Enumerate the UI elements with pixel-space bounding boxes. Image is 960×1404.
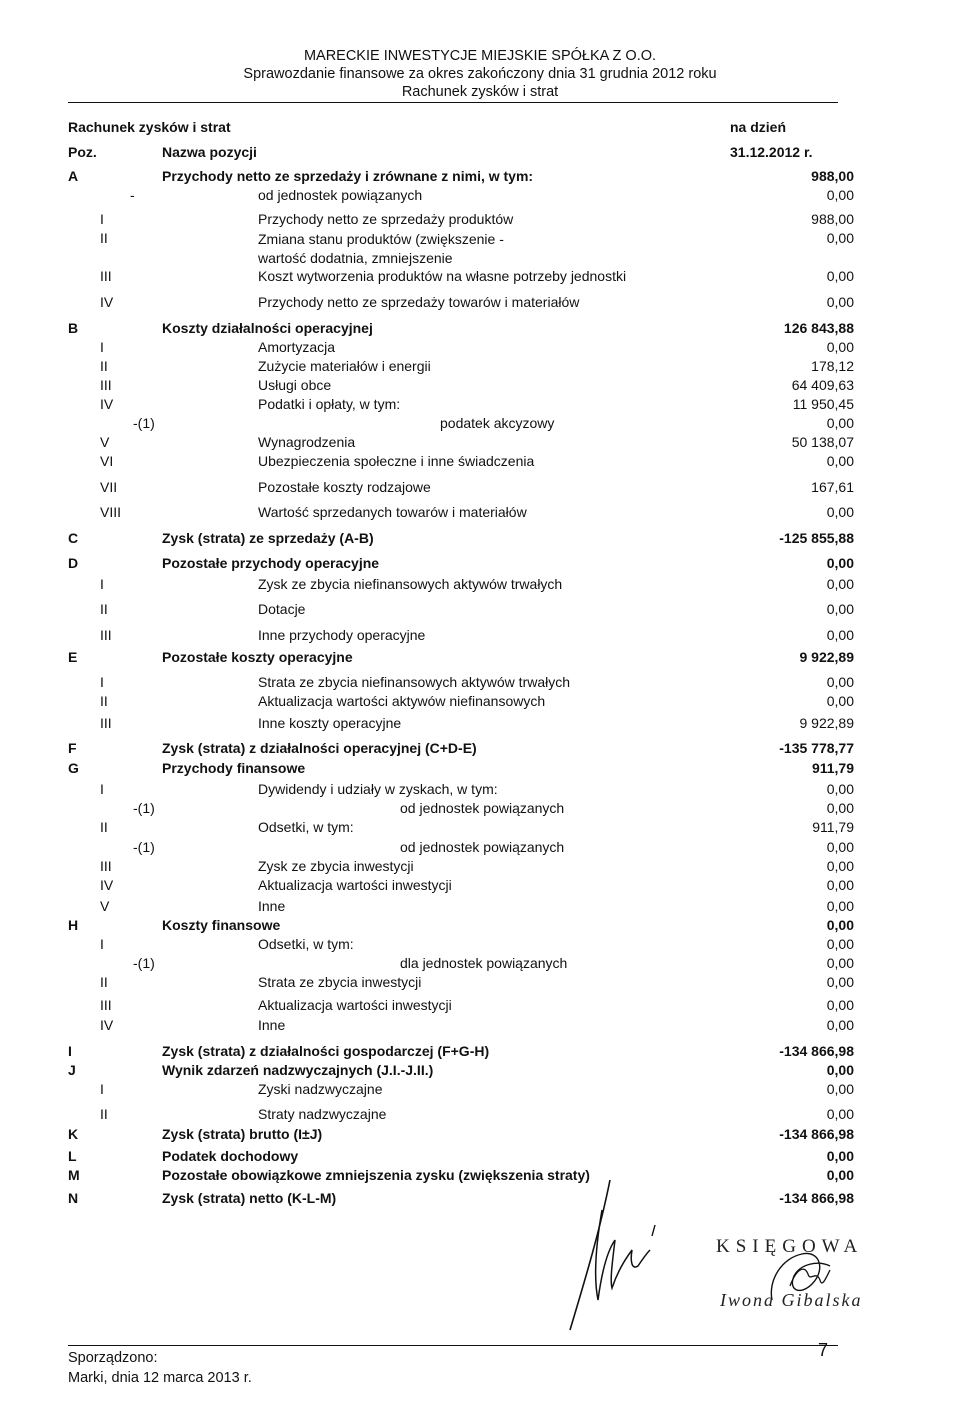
row-name: Wartość sprzedanych towarów i materiałów: [258, 504, 527, 520]
row-value: 911,79: [812, 819, 854, 835]
position-roman: III: [100, 268, 112, 284]
row-value: -134 866,98: [779, 1043, 854, 1059]
position-letter: D: [68, 555, 79, 571]
row-name: Przychody netto ze sprzedaży towarów i materiałów: [258, 294, 580, 310]
place-and-date: Marki, dnia 12 marca 2013 r.: [68, 1370, 252, 1386]
date-column-label: na dzień: [730, 119, 787, 135]
row-name: Koszt wytworzenia produktów na własne potrzeby jednostki: [258, 268, 627, 284]
row-value: 0,00: [826, 877, 854, 893]
row-name: od jednostek powiązanych: [400, 800, 565, 816]
row-name: Podatek dochodowy: [162, 1148, 299, 1164]
position-letter: B: [68, 320, 79, 336]
header-divider: [68, 102, 838, 103]
row-value: 0,00: [826, 555, 854, 571]
row-value: 0,00: [826, 1081, 854, 1097]
row-value: 50 138,07: [791, 434, 854, 450]
position-roman: VIII: [100, 504, 122, 520]
footer-divider: [68, 1345, 838, 1346]
row-name: Inne: [258, 1017, 286, 1033]
handwritten-signature: [560, 1170, 670, 1335]
stamp-title: KSIĘGOWA: [716, 1236, 864, 1257]
position-sub: -: [130, 187, 135, 203]
row-name: Ubezpieczenia społeczne i inne świadczenia: [258, 453, 535, 469]
row-value: 11 950,45: [792, 396, 854, 412]
position-roman: III: [100, 627, 112, 643]
position-roman: I: [100, 1081, 104, 1097]
position-roman: II: [100, 358, 108, 374]
row-value: -134 866,98: [779, 1190, 854, 1206]
row-value: 0,00: [826, 781, 854, 797]
position-roman: III: [100, 377, 112, 393]
row-value: 0,00: [826, 936, 854, 952]
position-roman: IV: [100, 396, 114, 412]
row-name: Pozostałe koszty operacyjne: [162, 649, 353, 665]
row-name: Zużycie materiałów i energii: [258, 358, 431, 374]
row-name: Podatki i opłaty, w tym:: [258, 396, 401, 412]
position-roman: I: [100, 339, 104, 355]
row-name: Zysk (strata) z działalności gospodarczej (F+G-H): [162, 1043, 490, 1059]
row-name: Zysk ze zbycia inwestycji: [258, 858, 414, 874]
position-column-header: Poz.: [68, 144, 97, 160]
row-name: Zysk (strata) z działalności operacyjnej (C+D-E): [162, 740, 477, 756]
position-roman: IV: [100, 877, 114, 893]
row-name: Zyski nadzwyczajne: [258, 1081, 383, 1097]
position-roman: II: [100, 693, 108, 709]
row-name: Zysk (strata) ze sprzedaży (A-B): [162, 530, 374, 546]
position-roman: V: [100, 898, 110, 914]
row-value: 0,00: [826, 1106, 854, 1122]
row-value: -125 855,88: [779, 530, 854, 546]
row-value: 0,00: [826, 1148, 854, 1164]
prepared-label: Sporządzono:: [68, 1350, 158, 1366]
position-roman: VII: [100, 479, 118, 495]
row-value: 9 922,89: [799, 649, 854, 665]
position-roman: V: [100, 434, 110, 450]
row-value: 64 409,63: [791, 377, 854, 393]
row-name: Odsetki, w tym:: [258, 819, 354, 835]
position-roman: I: [100, 674, 104, 690]
position-letter: H: [68, 917, 79, 933]
row-name: Strata ze zbycia inwestycji: [258, 974, 422, 990]
row-value: 0,00: [826, 627, 854, 643]
row-value: 9 922,89: [799, 715, 854, 731]
row-value: 0,00: [826, 504, 854, 520]
row-value: 0,00: [826, 576, 854, 592]
row-value: 0,00: [826, 693, 854, 709]
row-name: Pozostałe obowiązkowe zmniejszenia zysku (zwiększenia straty): [162, 1167, 590, 1183]
row-name: Dywidendy i udziały w zyskach, w tym:: [258, 781, 498, 797]
row-name: Dotacje: [258, 601, 306, 617]
position-roman: II: [100, 601, 108, 617]
position-roman: I: [100, 576, 104, 592]
row-value: 167,61: [811, 479, 854, 495]
position-roman: IV: [100, 294, 114, 310]
row-name: od jednostek powiązanych: [400, 839, 565, 855]
row-value: 0,00: [826, 339, 854, 355]
row-name: Inne przychody operacyjne: [258, 627, 426, 643]
row-value: 0,00: [826, 898, 854, 914]
row-name: Przychody netto ze sprzedaży produktów: [258, 211, 514, 227]
row-value: 0,00: [826, 453, 854, 469]
position-roman: II: [100, 819, 108, 835]
row-name: Zysk ze zbycia niefinansowych aktywów trwałych: [258, 576, 563, 592]
position-roman: III: [100, 997, 112, 1013]
row-value: 0,00: [826, 187, 854, 203]
position-roman: I: [100, 211, 104, 227]
row-name: Odsetki, w tym:: [258, 936, 354, 952]
table-title: Rachunek zysków i strat: [68, 119, 231, 135]
row-value: 0,00: [826, 955, 854, 971]
position-letter: G: [68, 760, 79, 776]
row-name: Przychody finansowe: [162, 760, 306, 776]
row-value: 988,00: [811, 211, 854, 227]
report-period: Sprawozdanie finansowe za okres zakończony dnia 31 grudnia 2012 roku: [243, 66, 717, 82]
position-letter: K: [68, 1126, 79, 1142]
position-letter: C: [68, 530, 79, 546]
row-value: 0,00: [826, 800, 854, 816]
company-name: MARECKIE INWESTYCJE MIEJSKIE SPÓŁKA Z O.O.: [303, 48, 657, 64]
position-letter: J: [68, 1062, 76, 1078]
position-roman: IV: [100, 1017, 114, 1033]
row-value: 0,00: [826, 1062, 854, 1078]
row-value: 0,00: [826, 268, 854, 284]
row-value: 0,00: [826, 917, 854, 933]
report-section: Rachunek zysków i strat: [401, 84, 559, 100]
position-letter: A: [68, 168, 79, 184]
row-name: Aktualizacja wartości aktywów niefinansowych: [258, 693, 546, 709]
row-name: Strata ze zbycia niefinansowych aktywów trwałych: [258, 674, 571, 690]
row-name: Przychody netto ze sprzedaży i zrównane z nimi, w tym:: [162, 168, 534, 184]
row-name: Amortyzacja: [258, 339, 336, 355]
row-value: 178,12: [811, 358, 854, 374]
page-number: 7: [818, 1340, 829, 1360]
row-value: 988,00: [811, 168, 854, 184]
position-roman: VI: [100, 453, 114, 469]
row-value: 0,00: [826, 839, 854, 855]
row-name: Aktualizacja wartości inwestycji: [258, 997, 452, 1013]
row-value: 0,00: [826, 974, 854, 990]
position-roman: I: [100, 936, 104, 952]
position-letter: E: [68, 649, 78, 665]
row-value: 0,00: [826, 601, 854, 617]
row-name: Zysk (strata) netto (K-L-M): [162, 1190, 337, 1206]
position-roman: III: [100, 858, 112, 874]
row-value: -134 866,98: [779, 1126, 854, 1142]
row-value: 0,00: [826, 997, 854, 1013]
row-value: 0,00: [826, 415, 854, 431]
row-value: -135 778,77: [779, 740, 854, 756]
row-name: Inne: [258, 898, 286, 914]
position-sub: -(1): [133, 415, 155, 431]
position-roman: III: [100, 715, 112, 731]
row-value: 0,00: [826, 1017, 854, 1033]
row-name: Pozostałe koszty rodzajowe: [258, 479, 431, 495]
row-value: 911,79: [811, 760, 854, 776]
row-name: Aktualizacja wartości inwestycji: [258, 877, 452, 893]
position-sub: -(1): [133, 800, 155, 816]
position-letter: I: [68, 1043, 72, 1059]
position-letter: L: [68, 1148, 77, 1164]
row-value: 126 843,88: [783, 320, 854, 336]
position-roman: I: [100, 781, 104, 797]
row-name: Wynik zdarzeń nadzwyczajnych (J.I.-J.II.): [162, 1062, 434, 1078]
position-roman: II: [100, 1106, 108, 1122]
row-name: Usługi obce: [258, 377, 332, 393]
row-value: 0,00: [826, 294, 854, 310]
name-column-header: Nazwa pozycji: [162, 144, 257, 160]
date-column-header: 31.12.2012 r.: [730, 144, 813, 160]
row-name: dla jednostek powiązanych: [400, 955, 568, 971]
position-letter: F: [68, 740, 77, 756]
position-roman: II: [100, 974, 108, 990]
position-sub: -(1): [133, 839, 155, 855]
position-letter: M: [68, 1167, 80, 1183]
position-roman: II: [100, 230, 108, 246]
row-name: Inne koszty operacyjne: [258, 715, 402, 731]
row-name: Straty nadzwyczajne: [258, 1106, 387, 1122]
stamp-name: Iwona Gibalska: [720, 1290, 863, 1310]
row-value: 0,00: [826, 230, 854, 246]
row-name: Zmiana stanu produktów (zwiększenie - wartość dodatnia, zmniejszenie: [258, 231, 504, 266]
row-name: podatek akcyzowy: [440, 415, 555, 431]
row-value: 0,00: [826, 858, 854, 874]
position-letter: N: [68, 1190, 79, 1206]
row-name: Koszty finansowe: [162, 917, 281, 933]
row-name: Wynagrodzenia: [258, 434, 356, 450]
position-sub: -(1): [133, 955, 155, 971]
row-name: Pozostałe przychody operacyjne: [162, 555, 380, 571]
row-value: 0,00: [826, 1167, 854, 1183]
row-name: od jednostek powiązanych: [258, 187, 423, 203]
row-value: 0,00: [826, 674, 854, 690]
row-name: Koszty działalności operacyjnej: [162, 320, 373, 336]
row-name: Zysk (strata) brutto (I±J): [162, 1126, 323, 1142]
